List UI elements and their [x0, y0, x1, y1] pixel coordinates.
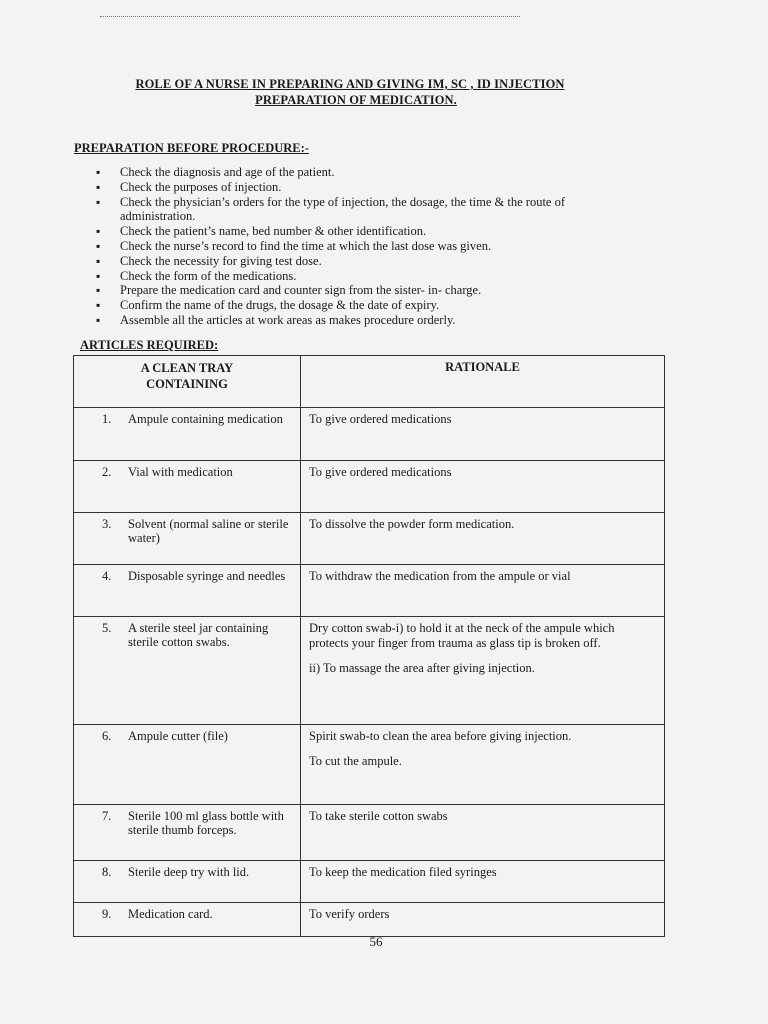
- list-item: ▪ Check the purposes of injection.: [96, 180, 636, 195]
- table-row: [74, 513, 665, 565]
- item-text: Medication card.: [128, 907, 213, 921]
- item-cell: [74, 513, 301, 565]
- list-item: ▪ Check the diagnosis and age of the patient.: [96, 165, 636, 180]
- scan-artifact: [100, 16, 520, 19]
- list-item: ▪ Check the physician’s orders for the type of injection, the dosage, the time & the route of administration.: [96, 195, 636, 225]
- rationale-text: To give ordered medications: [309, 465, 452, 479]
- header-tray-line1: A CLEAN TRAY: [140, 361, 234, 375]
- item-number: 2.: [102, 465, 112, 479]
- list-item: ▪ Check the form of the medications.: [96, 269, 636, 284]
- item-cell: [74, 805, 301, 861]
- item-number: 5.: [102, 621, 112, 635]
- item-number: 9.: [102, 907, 112, 921]
- table-row: [74, 861, 665, 903]
- list-item: ▪ Check the patient’s name, bed number & other identification.: [96, 224, 636, 239]
- rationale-text: Dry cotton swab-i) to hold it at the neck of the ampule which protects your finger from trauma as glass tip is broken off.: [309, 621, 615, 650]
- preparation-heading: PREPARATION BEFORE PROCEDURE:-: [74, 141, 309, 155]
- list-item: ▪ Check the necessity for giving test dose.: [96, 254, 636, 269]
- rationale-cell: [301, 461, 665, 513]
- list-item: ▪ Confirm the name of the drugs, the dosage & the date of expiry.: [96, 298, 636, 313]
- item-cell: [74, 408, 301, 461]
- rationale-cell: [301, 408, 665, 461]
- item-text: Ampule cutter (file): [128, 729, 228, 743]
- preparation-list: [96, 165, 636, 328]
- item-text: Sterile deep try with lid.: [128, 865, 250, 879]
- item-cell: [74, 725, 301, 805]
- rationale-cell: [301, 805, 665, 861]
- table-row: [74, 903, 665, 937]
- rationale-text: To take sterile cotton swabs: [309, 809, 448, 823]
- item-number: 1.: [102, 412, 112, 426]
- table-row: [74, 565, 665, 617]
- item-number: 3.: [102, 517, 112, 531]
- item-cell: [74, 565, 301, 617]
- item-text: Solvent (normal saline or sterile water): [128, 517, 289, 545]
- header-tray-line2: CONTAINING: [146, 377, 228, 391]
- rationale-text: To dissolve the powder form medication.: [309, 517, 515, 531]
- rationale-text: To cut the ampule.: [309, 754, 402, 768]
- table-row: [74, 461, 665, 513]
- item-number: 6.: [102, 729, 112, 743]
- table-row: [74, 617, 665, 725]
- item-text: Ampule containing medication: [128, 412, 283, 426]
- list-item: ▪ Assemble all the articles at work areas as makes procedure orderly.: [96, 313, 636, 328]
- rationale-cell: [301, 725, 665, 805]
- list-item: ▪ Prepare the medication card and counter sign from the sister- in- charge.: [96, 283, 636, 298]
- table-row: [74, 805, 665, 861]
- item-cell: [74, 617, 301, 725]
- rationale-cell: [301, 903, 665, 937]
- rationale-cell: [301, 513, 665, 565]
- table-row: [74, 408, 665, 461]
- item-text: A sterile steel jar containing sterile cotton swabs.: [128, 621, 269, 649]
- document-subtitle: PREPARATION OF MEDICATION.: [255, 93, 457, 107]
- articles-heading: ARTICLES REQUIRED:: [80, 338, 219, 352]
- item-cell: [74, 861, 301, 903]
- rationale-text: To give ordered medications: [309, 412, 452, 426]
- table-row: [74, 725, 665, 805]
- rationale-text: To verify orders: [309, 907, 390, 921]
- rationale-cell: [301, 565, 665, 617]
- rationale-cell: [301, 861, 665, 903]
- item-text: Vial with medication: [128, 465, 233, 479]
- header-rationale: RATIONALE: [301, 356, 665, 408]
- item-text: Sterile 100 ml glass bottle with sterile thumb forceps.: [128, 809, 284, 837]
- rationale-text: Spirit swab-to clean the area before giving injection.: [309, 729, 572, 743]
- item-cell: [74, 461, 301, 513]
- item-number: 8.: [102, 865, 112, 879]
- item-text: Disposable syringe and needles: [128, 569, 286, 583]
- rationale-text: ii) To massage the area after giving injection.: [309, 661, 535, 675]
- document-title: ROLE OF A NURSE IN PREPARING AND GIVING IM, SC , ID INJECTION: [135, 77, 565, 91]
- table-header-row: [74, 356, 665, 408]
- list-item: ▪ Check the nurse’s record to find the time at which the last dose was given.: [96, 239, 636, 254]
- page-number: 56: [369, 934, 383, 949]
- articles-table: [73, 355, 665, 937]
- item-number: 4.: [102, 569, 112, 583]
- rationale-cell: [301, 617, 665, 725]
- item-number: 7.: [102, 809, 112, 823]
- rationale-text: To withdraw the medication from the ampule or vial: [309, 569, 571, 583]
- rationale-text: To keep the medication filed syringes: [309, 865, 497, 879]
- item-cell: [74, 903, 301, 937]
- header-tray: [74, 356, 301, 408]
